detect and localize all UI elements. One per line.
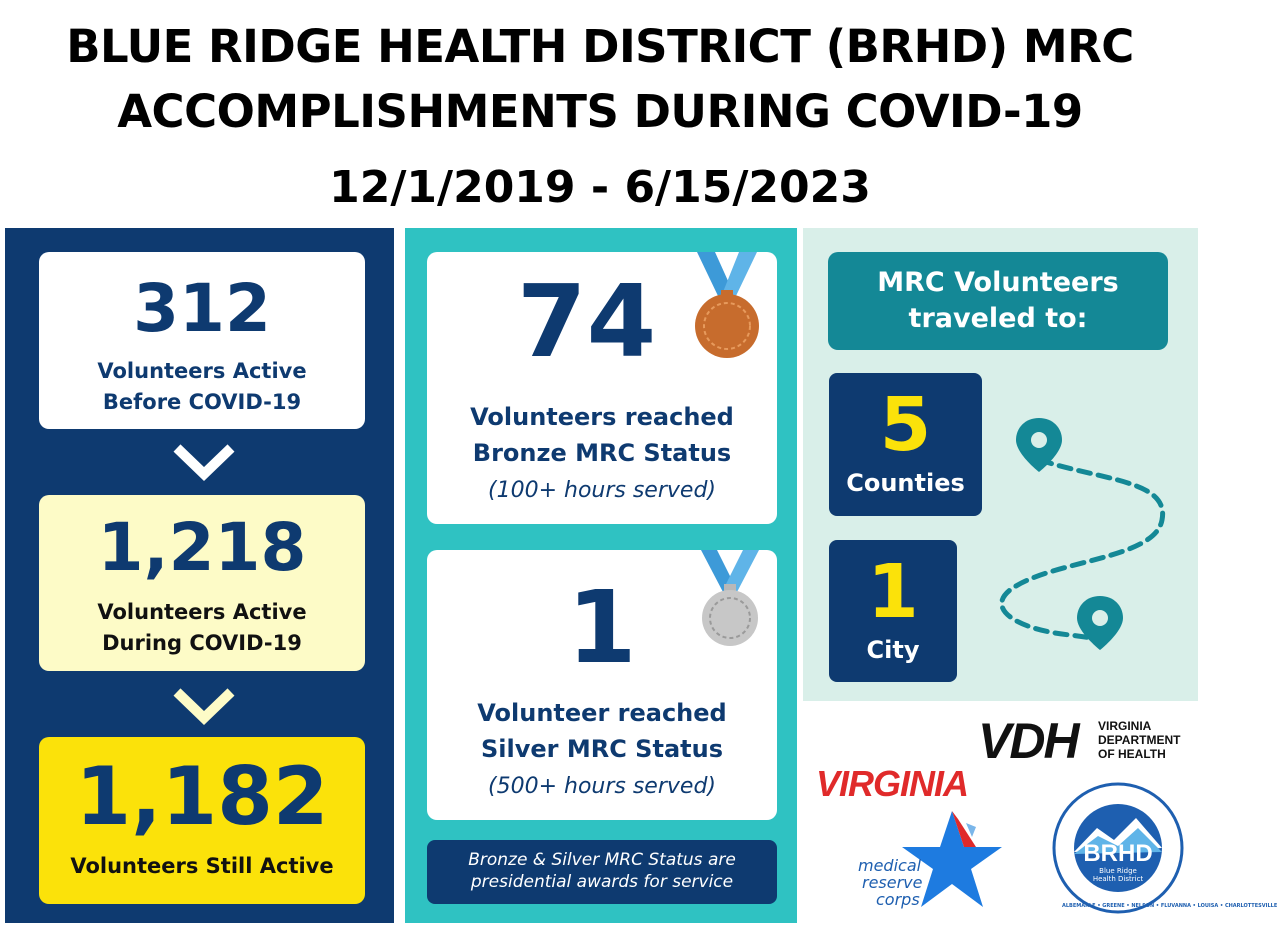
silver-card <box>427 550 777 820</box>
city-number: 1 <box>867 549 919 635</box>
stat-number: 312 <box>133 270 271 347</box>
stat-label: Volunteers Active <box>97 600 307 624</box>
stat-number: 1,182 <box>75 750 329 843</box>
travel-heading-line-2: traveled to: <box>908 303 1088 334</box>
chevron-down-icon <box>171 684 237 728</box>
stat-label: Before COVID-19 <box>102 390 302 414</box>
stat-during-covid <box>39 495 365 671</box>
brhd-logo <box>1052 782 1277 914</box>
counties-label: Counties <box>846 469 965 497</box>
travel-heading-line-1: MRC Volunteers <box>877 267 1119 298</box>
stat-label: Volunteers Still Active <box>70 854 334 878</box>
date-range: 12/1/2019 - 6/15/2023 <box>329 162 871 213</box>
brhd-letters: BRHD <box>1083 840 1153 867</box>
stat-number: 1,218 <box>97 509 307 586</box>
awards-note-line-1: Bronze & Silver MRC Status are <box>468 850 736 870</box>
city-label: City <box>866 636 920 664</box>
awards-note-line-2: presidential awards for service <box>470 872 734 892</box>
silver-label-1: Volunteer reached <box>477 699 727 727</box>
vdh-logo-sub-1: VIRGINIA <box>1098 719 1152 733</box>
map-pin-icon <box>1016 418 1062 472</box>
city-box <box>829 540 957 682</box>
stat-label: Volunteers Active <box>97 359 307 383</box>
mrc-logo-line-2: reserve <box>862 873 923 892</box>
stat-label: During COVID-19 <box>102 631 302 655</box>
virginia-logo: VIRGINIA <box>816 763 969 804</box>
travel-heading <box>828 252 1168 350</box>
vdh-logo-sub-2: DEPARTMENT <box>1098 733 1181 747</box>
page-title-line-2: ACCOMPLISHMENTS DURING COVID-19 <box>117 85 1083 138</box>
chevron-down-icon <box>171 440 237 484</box>
header <box>0 0 1200 225</box>
vdh-logo-letters: VDH <box>978 713 1078 769</box>
bronze-medal-icon <box>689 252 765 364</box>
mrc-logo-line-1: medical <box>858 856 922 875</box>
vdh-logo <box>978 715 1193 770</box>
bronze-number: 74 <box>517 263 657 380</box>
silver-hours: (500+ hours served) <box>488 774 716 799</box>
stat-still-active <box>39 737 365 904</box>
vdh-logo-sub-3: OF HEALTH <box>1098 747 1166 761</box>
travel-route-icon <box>990 410 1180 670</box>
bronze-hours: (100+ hours served) <box>488 478 716 503</box>
silver-number: 1 <box>567 569 637 686</box>
silver-label-2: Silver MRC Status <box>481 735 723 763</box>
brhd-sub-1: Blue Ridge <box>1099 867 1137 875</box>
awards-note <box>427 840 777 904</box>
bronze-label-2: Bronze MRC Status <box>472 439 732 467</box>
brhd-ring-text: ALBEMARLE • GREENE • NELSON • FLUVANNA • LOUISA • CHARLOTTESVILLE <box>1062 903 1277 909</box>
mrc-logo <box>858 805 1008 920</box>
counties-box <box>829 373 982 516</box>
stat-before-covid <box>39 252 365 429</box>
mrc-logo-line-3: corps <box>876 890 920 909</box>
counties-number: 5 <box>879 382 932 468</box>
bronze-card <box>427 252 777 524</box>
silver-medal-icon <box>695 550 765 650</box>
map-pin-icon <box>1077 596 1123 650</box>
bronze-label-1: Volunteers reached <box>470 403 734 431</box>
brhd-sub-2: Health District <box>1092 875 1144 883</box>
page-title-line-1: BLUE RIDGE HEALTH DISTRICT (BRHD) MRC <box>66 20 1134 73</box>
